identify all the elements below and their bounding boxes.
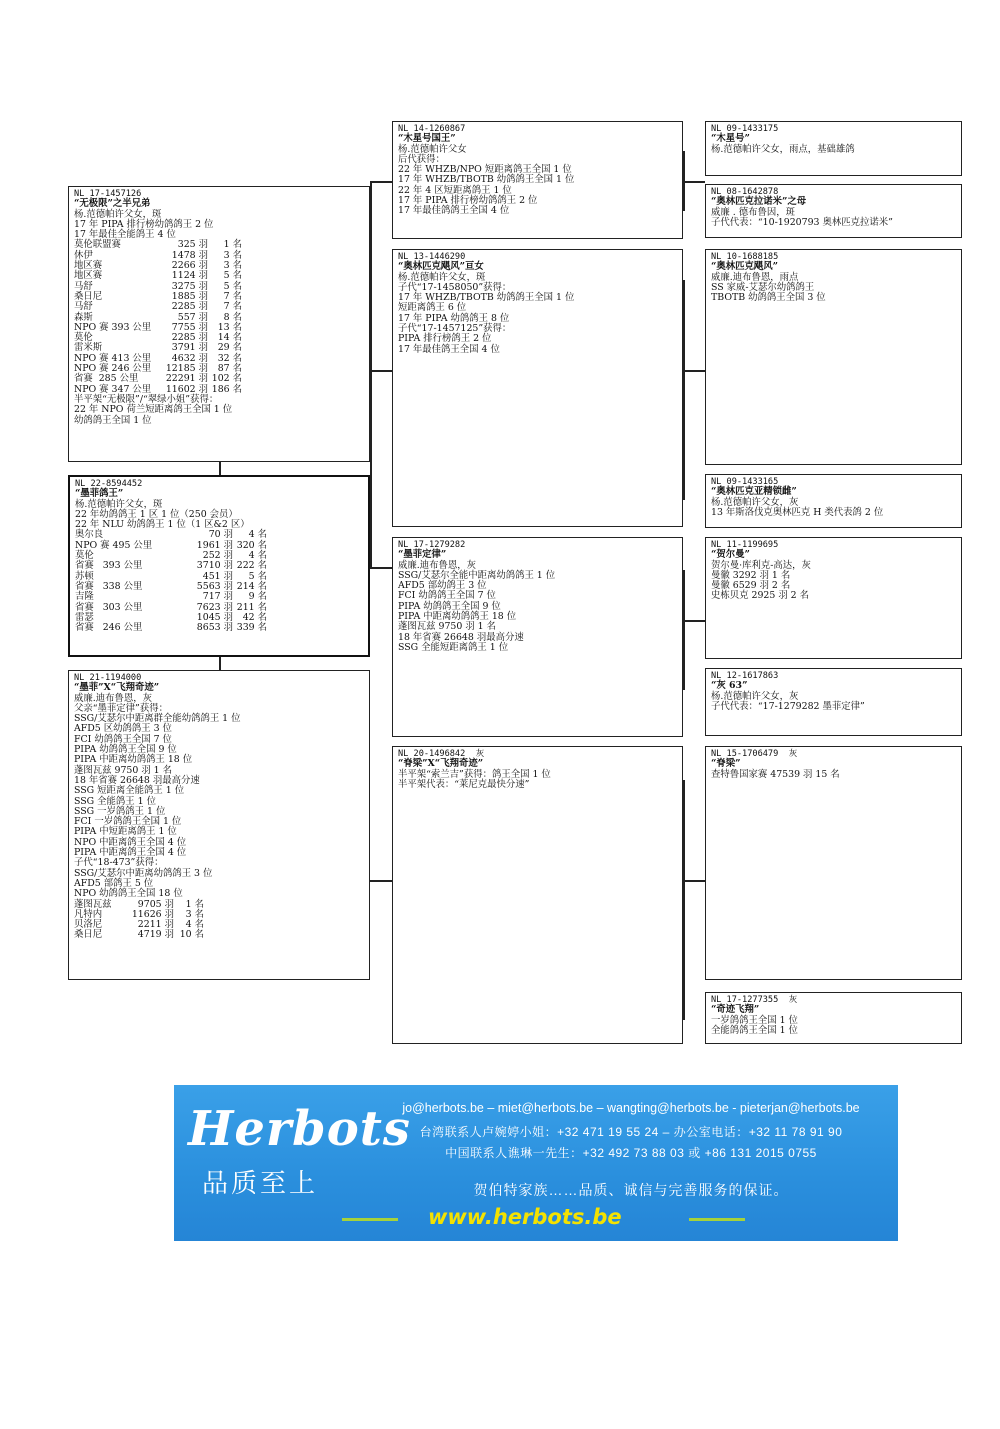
race-row: 省赛 303 公里 7623 羽 211 名 [75,601,267,613]
result-line: FCI 一岁鸽鸽王全国 1 位 [74,816,182,828]
result-line: 曼徽 6529 羽 2 名 [711,580,791,592]
breeder: 杨.范德帕许父女，灰 [711,690,799,702]
result-line: PIPA 排行榜鸽王 2 位 [398,333,492,345]
ring-number: NL 14-1260867 [398,124,466,134]
breeder: 威廉 . 德布鲁因，斑 [711,206,795,218]
breeder: 威廉.迪布鲁恩，灰 [74,692,152,704]
race-row: 雷米斯 3791 羽 29 名 [74,342,242,354]
ring-number: NL 12-1617863 [711,671,779,681]
connector-sire-h [370,567,392,569]
race-row: 贝洛尼 2211 羽 4 名 [74,919,204,931]
result-line: 蓬图瓦兹 9750 羽 1 名 [74,764,172,776]
result-line: 子代“18-473”获得： [74,857,164,869]
result-line: 一岁鸽鸽王全国 1 位 [711,1014,798,1026]
result-line: 全能鸽鸽王全国 1 位 [711,1024,798,1036]
race-row: 马舒 2285 羽 7 名 [74,301,242,313]
ring-number: NL 15-1706479 灰 [711,749,798,759]
connector-sire-mid [370,370,392,372]
result-line: AFD5 部幼鸽王 3 位 [398,580,487,592]
website-link[interactable]: www.herbots.be [428,1205,622,1229]
contact-emails[interactable]: jo@herbots.be – miet@herbots.be – wangting@herbots.be - pieterjan@herbots.be [402,1101,860,1115]
race-results [74,900,364,941]
race-row: 省赛 246 公里 8653 羽 339 名 [75,622,267,634]
result-line: PIPA 中距离幼鸽鸽王 18 位 [74,754,193,766]
result-line: 曼徽 3292 羽 1 名 [711,569,791,581]
breeder: 杨.范德帕许父女，斑 [75,498,163,510]
pigeon-name: “奥林匹克亚精锁雌” [711,486,797,498]
result-line: 17 年最佳鸽王全国 4 位 [398,343,500,355]
ring-number: NL 21-1194000 [74,673,142,683]
result-line: PIPA 中短距离鸽王 1 位 [74,826,177,838]
pedigree-box-ggp-2 [705,184,962,238]
connector-sire-top [370,181,392,183]
ring-number: NL 09-1433165 [711,477,779,487]
pedigree-box-ggp-5 [705,537,962,659]
result-line: 子代“17-1457125”获得： [398,323,512,335]
result-line: 短距离鸽王 6 位 [398,302,467,314]
ring-number: NL 17-1279282 [398,540,466,550]
pedigree-box-ggp-3 [705,249,962,465]
result-line: 17 年 WHZB/TBOTB 幼鸽鸽王全国 1 位 [398,292,575,304]
pedigree-box-grandsire-paternal [392,121,683,239]
ring-number: NL 20-1496842 灰 [398,749,485,759]
race-results [75,530,363,633]
breeder: 威廉.迪布鲁恩，雨点 [711,271,799,283]
pedigree-box-granddam-maternal [392,746,683,1044]
result-line: SSG 短距离全能鸽王 1 位 [74,785,185,797]
ring-number: NL 13-1446290 [398,252,466,262]
breeder: 杨.范德帕许父女，灰 [711,496,799,508]
connector-right-1v [683,151,685,211]
result-line: 子代“17-1458050”获得： [398,281,512,293]
result-line: PIPA 幼鸽鸽王全国 9 位 [398,600,501,612]
result-line: 子代代表：“17-1279282 墨菲定律” [711,700,865,712]
result-line: 17 年最佳鸽鸽王全国 4 位 [398,205,510,217]
result-line: 18 年省赛 26648 羽最高分速 [74,774,200,786]
race-row: 凡特内 11626 羽 3 名 [74,908,204,920]
race-row: 雷瑟 1045 羽 42 名 [75,611,267,623]
race-row: NPO 赛 495 公里 1961 羽 320 名 [75,539,267,551]
race-row: 莫伦联盟赛 325 羽 1 名 [74,239,242,251]
result-line: SSG 一岁鸽鸽王 1 位 [74,805,166,817]
result-line: 半平架“索兰吉”获得：鸽王全国 1 位 [398,768,551,780]
pigeon-name: “木星号” [711,133,750,145]
connector-right-4v [683,780,685,1020]
race-row: 省赛 285 公里 22291 羽 102 名 [74,373,242,385]
result-line: FCI 幼鸽鸽王全国 7 位 [74,733,172,745]
ring-number: NL 11-1199695 [711,540,779,550]
ring-number: NL 22-8594452 [75,479,143,489]
result-line: 子代代表：“10-1920793 奥林匹克拉诺米” [711,216,893,228]
connector-right-4 [683,880,705,882]
contact-china: 中国联系人谯琳一先生：+32 492 73 88 03 或 +86 131 2015 0755 [445,1146,817,1160]
pigeon-name: “木星号国王” [398,133,456,145]
result-line: 17 年 PIPA 排行榜幼鸽鸽王 2 位 [74,218,214,230]
pedigree-box-granddam-paternal [392,249,683,527]
result-line: SSG/艾瑟尔全能中距离幼鸽鸽王 1 位 [398,569,556,581]
ring-number: NL 10-1688185 [711,252,779,262]
pigeon-name: “墨菲定律” [398,549,447,561]
ring-number: NL 17-1277355 灰 [711,995,798,1005]
result-line: 22 年 4 区短距离鸽王 1 位 [398,184,512,196]
pedigree-box-sire [68,475,370,657]
race-row: NPO 赛 246 公里 12185 羽 87 名 [74,363,242,375]
offspring-line: 幼鸽鸽王全国 1 位 [74,414,152,426]
result-line: 后代获得： [398,153,445,165]
pigeon-name: “奥林匹克飓风”亘女 [398,261,484,273]
result-line: 13 年斯洛伐克奥林匹克 H 类代表鸽 2 位 [711,506,884,518]
breeder: 杨.范德帕许父女 [398,143,467,155]
ring-number: NL 17-1457126 [74,189,142,199]
result-line: NPO 幼鸽鸽王全国 18 位 [74,888,183,900]
offspring-line: 22 年 NPO 荷兰短距离鸽王全国 1 位 [74,404,233,416]
race-row: 奥尔良 70 羽 4 名 [75,529,267,541]
contact-taiwan: 台湾联系人卢婉婷小姐：+32 471 19 55 24 – 办公室电话：+32 11 78 91 90 [419,1125,843,1139]
race-row: 省赛 393 公里 3710 羽 222 名 [75,560,267,572]
result-line: TBOTB 幼鸽鸽王全国 3 位 [711,292,826,304]
result-line: FCI 幼鸽鸽王全国 7 位 [398,590,496,602]
pigeon-name: “灰 63” [711,680,748,692]
pigeon-name: “脊梁” [711,758,741,770]
connector-right-2 [683,370,705,372]
herbots-logo: Herbots [188,1101,411,1157]
breeder: 杨.范德帕许父女，斑 [74,208,162,220]
result-line: 17 年 PIPA 幼鸽鸽王 8 位 [398,312,510,324]
herbots-banner [174,1085,898,1241]
pedigree-box-ggp-8 [705,992,962,1044]
result-line: PIPA 中距离鸽王全国 4 位 [74,847,187,859]
connector-right-3 [683,620,705,622]
result-line: SS 家威-艾瑟尔幼鸽鸽王 [711,281,815,293]
race-row: 省赛 338 公里 5563 羽 214 名 [75,580,267,592]
pigeon-name: “奇迹飞翔” [711,1004,760,1016]
result-line: NPO 中距离鸽王全国 4 位 [74,836,187,848]
breeder: 杨.范德帕许父女，雨点，基础雄鸽 [711,143,855,155]
race-row: 桑日尼 1885 羽 7 名 [74,290,242,302]
ring-number: NL 08-1642878 [711,187,779,197]
connector-dam-h [370,880,392,882]
result-line: 父亲“墨菲定律”获得： [74,702,168,714]
race-results [74,240,364,394]
result-line: SSG/艾瑟尔中距离群全能幼鸽鸽王 1 位 [74,713,241,725]
race-row: 吉隆 717 羽 9 名 [75,591,267,603]
result-line: 22 年幼鸽鸽王 1 区 1 位（250 会员） [75,508,238,520]
connector-right-2v [683,280,685,500]
result-line: 史栋贝克 2925 羽 2 名 [711,590,809,602]
breeder: 威廉.迪布鲁恩，灰 [398,559,476,571]
connector-right-1 [683,181,705,183]
pedigree-box-grandsire-maternal [392,537,683,737]
connector-main-vertical [219,461,221,475]
connector-sire-v [370,181,372,567]
banner-tagline: 贺伯特家族……品质、诚信与完善服务的保证。 [473,1182,789,1198]
pigeon-name: “脊梁”X“飞翔奇迹” [398,758,484,770]
result-line: SSG/艾瑟尔中距离幼鸽鸽王 3 位 [74,867,213,879]
race-row: NPO 赛 393 公里 7755 羽 13 名 [74,321,242,333]
decorative-dash-right [689,1218,745,1221]
pigeon-name: “奥林匹克拉诺米”之母 [711,196,807,208]
pigeon-name: “墨菲”X“飞翔奇迹” [74,682,160,694]
result-line: 22 年 NLU 幼鸽鸽王 1 位（1 区&2 区） [75,519,250,531]
breeder: 杨.范德帕许父女，斑 [398,271,486,283]
result-line: 17 年 WHZB/TBOTB 幼鸽鸽王全国 1 位 [398,174,575,186]
result-line: 查特鲁国家赛 47539 羽 15 名 [711,768,840,780]
race-row: 莫伦 2285 羽 14 名 [74,332,242,344]
result-line: AFD5 部鸽王 5 位 [74,877,154,889]
result-line: 18 年省赛 26648 羽最高分速 [398,631,524,643]
result-line: PIPA 中距离幼鸽鸽王 18 位 [398,611,517,623]
result-line: 17 年最佳全能鸽王 4 位 [74,229,176,241]
race-row: 马舒 3275 羽 5 名 [74,280,242,292]
pedigree-box-main [68,186,370,462]
race-row: 休伊 1478 羽 3 名 [74,249,242,261]
ring-number: NL 09-1433175 [711,124,779,134]
race-row: 桑日尼 4719 羽 10 名 [74,929,204,941]
pigeon-name: “贺尔曼” [711,549,750,561]
pigeon-name: “奥林匹克飓风” [711,261,779,273]
connector-right-3v [683,570,685,690]
result-line: 17 年 PIPA 排行榜幼鸽鸽王 2 位 [398,195,538,207]
race-row: NPO 赛 413 公里 4632 羽 32 名 [74,352,242,364]
connector-main-vertical-2 [219,656,221,670]
race-row: 苏顿 451 羽 5 名 [75,570,267,582]
race-row: 莫伦 252 羽 4 名 [75,550,267,562]
pigeon-name: “无极限”之半兄弟 [74,198,151,210]
breeder: 贺尔曼·库利克-高达，灰 [711,559,811,571]
pedigree-box-ggp-1 [705,121,962,176]
pigeon-name: “墨菲鸽王” [75,488,124,500]
result-line: AFD5 区幼鸽鸽王 3 位 [74,723,172,735]
pedigree-box-ggp-7 [705,746,962,980]
result-line: 22 年 WHZB/NPO 短距离鸽王全国 1 位 [398,164,572,176]
race-row: 蓬图瓦兹 9705 羽 1 名 [74,898,204,910]
result-line: 半平架代表：“莱尼克最快分速” [398,778,530,790]
decorative-dash-left [342,1218,398,1221]
banner-slogan: 品质至上 [202,1169,319,1199]
race-row: 地区赛 1124 羽 5 名 [74,270,242,282]
race-row: 森斯 557 羽 8 名 [74,311,242,323]
race-row: NPO 赛 347 公里 11602 羽 186 名 [74,383,242,395]
result-line: PIPA 幼鸽鸽王全国 9 位 [74,744,177,756]
pedigree-box-ggp-6 [705,668,962,736]
result-line: SSG 全能短距离鸽王 1 位 [398,641,509,653]
offspring-line: 半平架“无极限”/“翠绿小姐”获得： [74,393,219,405]
pedigree-box-dam [68,670,370,980]
race-row: 地区赛 2266 羽 3 名 [74,260,242,272]
result-line: 蓬图瓦兹 9750 羽 1 名 [398,621,496,633]
pedigree-box-ggp-4 [705,474,962,528]
result-line: SSG 全能鸽王 1 位 [74,795,156,807]
